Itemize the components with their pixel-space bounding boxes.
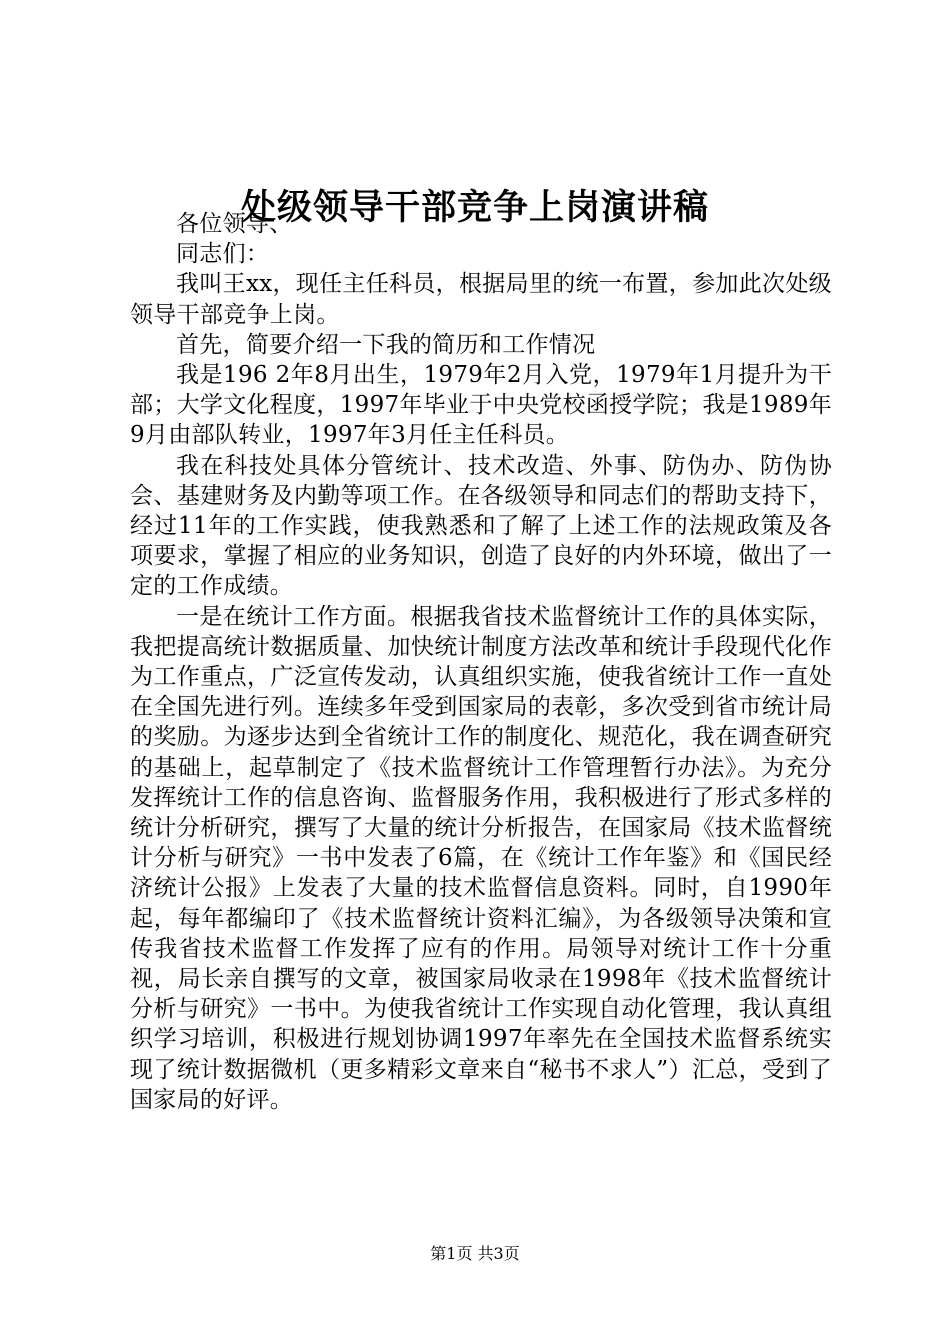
paragraph-statistics-work: 一是在统计工作方面。根据我省技术监督统计工作的具体实际，我把提高统计数据质量、加快统计制度方法改革和统计手段现代化作为工作重点，广泛宣传发动，认真组织实施，使我省统计工作一直处在全国先进行列。连续多年受到国家局的表彰，多次受到省市统计局的奖励。为逐步达到全省统计工作的制度化、规范化，我在调查研究的基础上，起草制定了《技术监督统计工作管理暂行办法》。为充分发挥统计工作的信息咨询、监督服务作用，我积极进行了形式多样的统计分析研究，撰写了大量的统计分析报告，在国家局《技术监督统计分析与研究》一书中发表了6篇，在《统计工作年鉴》和《国民经济统计公报》上发表了大量的技术监督信息资料。同时，自1990年起，每年都编印了《技术监督统计资料汇编》，为各级领导决策和宣传我省技术监督工作发挥了应有的作用。局领导对统计工作十分重视，局长亲自撰写的文章，被国家局收录在1998年《技术监督统计分析与研究》一书中。为使我省统计工作实现自动化管理，我认真组织学习培训，积极进行规划协调1997年率先在全国技术监督系统实现了统计数据微机（更多精彩文章来自“秘书不求人”）汇总，受到了国家局的好评。 bbox=[130, 603, 832, 1113]
paragraph-responsibilities: 我在科技处具体分管统计、技术改造、外事、防伪办、防伪协会、基建财务及内勤等项工作。在各级领导和同志们的帮助支持下，经过11年的工作实践，使我熟悉和了解了上述工作的法规政策及各项要求，掌握了相应的业务知识，创造了良好的内外环境，做出了一定的工作成绩。 bbox=[130, 452, 832, 600]
paragraph-salutation-1: 各位领导、 bbox=[176, 211, 293, 237]
paragraph-salutation-2: 同志们： bbox=[176, 241, 270, 268]
paragraph-introduction: 我叫王xx，现任主任科员，根据局里的统一布置，参加此次处级领导干部竞争上岗。 bbox=[130, 271, 832, 328]
document-title: 处级领导干部竞争上岗演讲稿 bbox=[240, 187, 709, 228]
document-body bbox=[130, 209, 832, 1115]
paragraph-resume-heading: 首先，简要介绍一下我的简历和工作情况 bbox=[176, 331, 596, 358]
page-footer: 第1页 共3页 bbox=[430, 1244, 520, 1263]
paragraph-resume: 我是196 2年8月出生，1979年2月入党，1979年1月提升为干部；大学文化程度，1997年毕业于中央党校函授学院；我是1989年9月由部队转业，1997年3月任主任科员。 bbox=[130, 362, 832, 449]
